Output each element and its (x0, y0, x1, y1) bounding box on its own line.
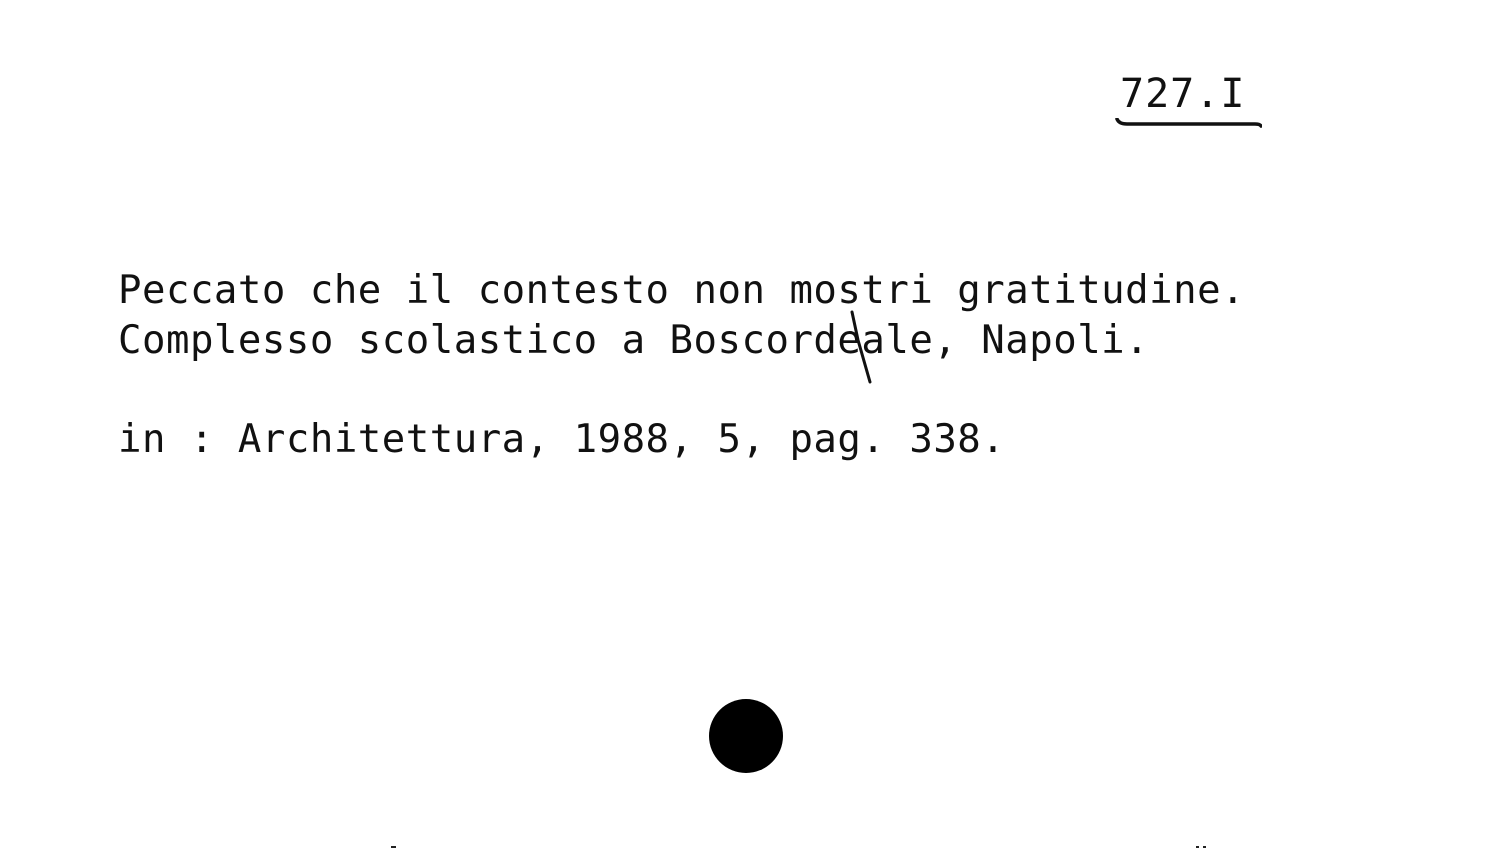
classmark: 727.I (1120, 71, 1246, 117)
classmark-underline (1115, 118, 1262, 128)
punch-hole (709, 699, 783, 773)
title-line: Peccato che il contesto non mostri gratitudine. (118, 268, 1246, 313)
speck (1203, 846, 1206, 848)
speck (391, 846, 396, 848)
speck (1196, 846, 1199, 848)
citation-line: in : Architettura, 1988, 5, pag. 338. (118, 417, 1006, 462)
subject-line: Complesso scolastico a Boscordeale, Napoli. (118, 318, 1150, 363)
handwritten-correction-mark (848, 310, 878, 385)
